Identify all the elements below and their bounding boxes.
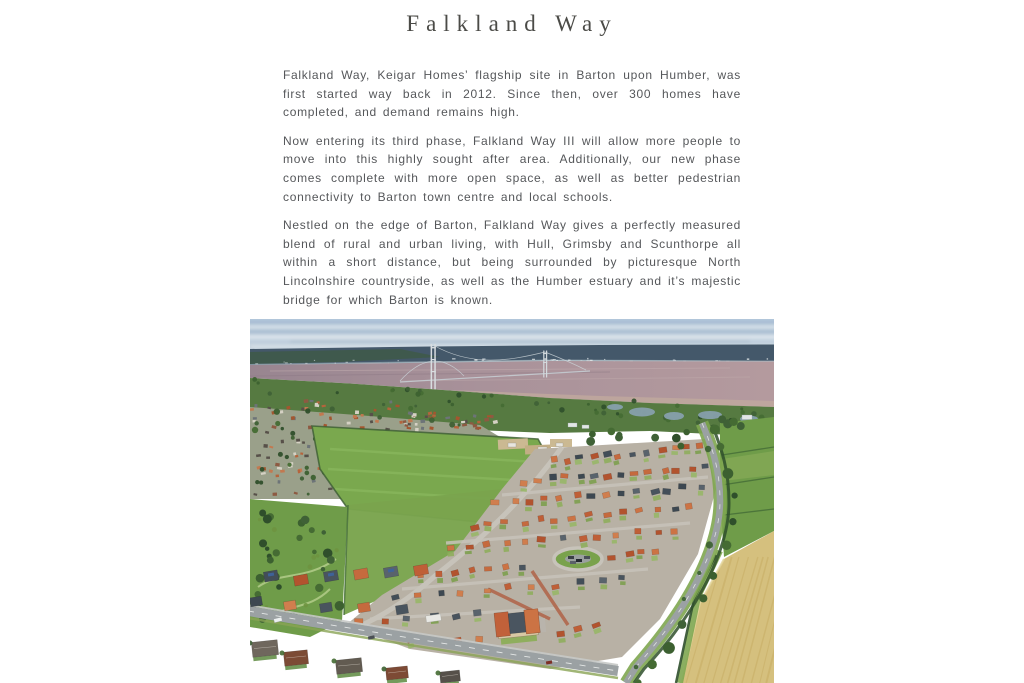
article-text	[283, 66, 741, 309]
aerial-photo	[250, 319, 774, 683]
paragraph-location: Nestled on the edge of Barton, Falkland Way gives a perfectly measured blend of rural and urban living, with Hull, Grimsby and Scunthorpe all within a short distance, but being surrounded by picturesque North Lincolnshire countryside, as well as the Humber estuary and it’s majestic bridge for which Barton is known.	[283, 218, 741, 307]
paragraph-phase-three: Now entering its third phase, Falkland Way III will allow more people to move into this highly sought after area. Additionally, our new phase comes complete with more open space, as well as better pedestrian connectivity to Barton town centre and local schools.	[283, 133, 741, 204]
page-title: Falkland Way	[406, 11, 618, 36]
paragraph-intro: Falkland Way, Keigar Homes’ flagship site in Barton upon Humber, was first started way back in 2012. Since then, over 300 homes have completed, and demand remains high.	[283, 68, 741, 120]
aerial-photo-illustration	[250, 319, 774, 683]
parking-green	[554, 548, 602, 570]
